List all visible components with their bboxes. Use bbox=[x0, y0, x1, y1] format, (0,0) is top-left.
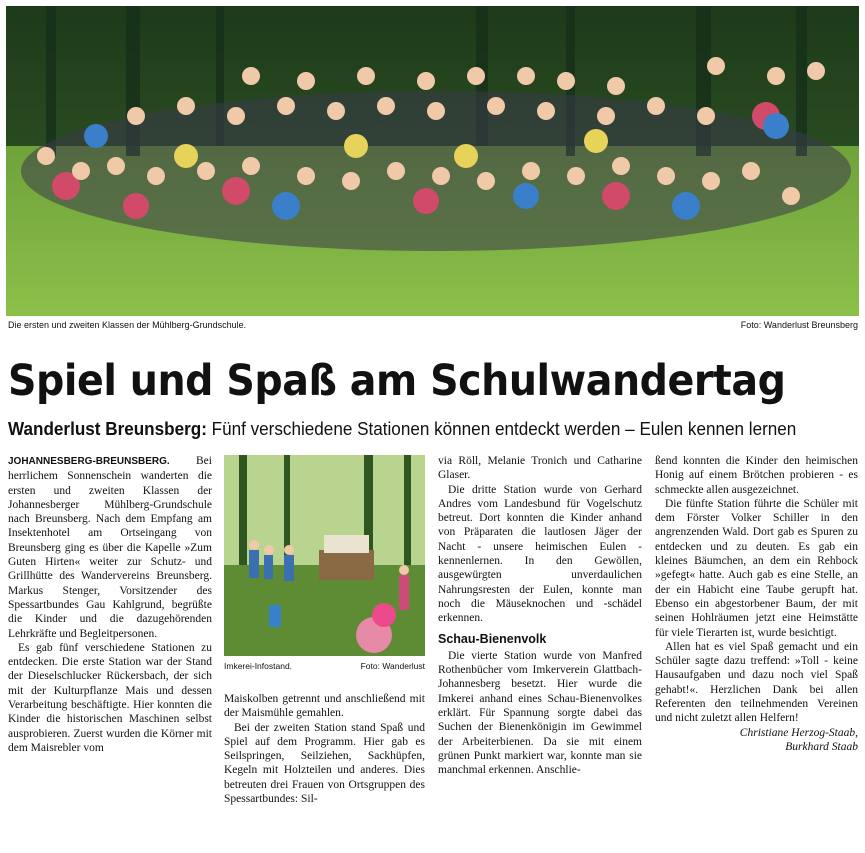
paragraph bbox=[8, 454, 212, 641]
paragraph: Die fünfte Station führte die Schüler mit dem Förster Volker Schiller in den angrenzenden Wald. Dort gab es Spuren zu entdecken und zu deuten. Es gab ein kleines Bäumchen, an dem ein Rehbock »gefegt« hatte. Auch gab es eine Stelle, an der ein Habicht eine Taube gerupft hat. Ebenso ein abgestorbener Baum, der mit seinen Hohlräumen jetzt eine Heimstätte für viele Tierarten ist, wurde besichtigt. bbox=[655, 497, 858, 639]
paragraph: Es gab fünf verschiedene Stationen zu entdecken. Die erste Station war der Stand der Dieselschlucker Rückersbach, der sich mit der Kulturpflanze Mais und dessen Verarbeitung beschäftigte. Hier konnten die Kinder die historischen Maschinen selbst ausprobieren. Zuerst wurden die Körner mit dem Maisrebler vom bbox=[8, 641, 212, 754]
inset-photo-caption bbox=[224, 661, 425, 675]
paragraph: Allen hat es viel Spaß gemacht und ein Schüler sagte dazu treffend: »Toll - keine Hausaufgaben und dazu noch viel Spaß gehabt!«. Herzlichen Dank bei allen Referenten den teilnehmenden Vereinen und nicht zuletzt allen Helfern! bbox=[655, 640, 858, 725]
main-photo-caption bbox=[8, 320, 858, 334]
article-column-1 bbox=[8, 454, 212, 755]
section-heading: Schau-Bienenvolk bbox=[438, 631, 547, 646]
photo-caption: Die ersten und zweiten Klassen der Mühlberg-Grundschule. bbox=[8, 320, 247, 330]
article-column-3 bbox=[438, 454, 642, 778]
photo-credit: Foto: Wanderlust bbox=[360, 661, 425, 671]
paragraph: Bei der zweiten Station stand Spaß und Spiel auf dem Programm. Hier gab es Seilspringen, Seilziehen, Sackhüpfen, Kegeln mit Holzteilen und anderes. Dies betreuten drei Frauen von Ortsgruppen des Spessartbundes: Sil- bbox=[224, 721, 425, 806]
subheadline bbox=[8, 419, 796, 440]
paragraph: Die vierte Station wurde von Manfred Rothenbücher vom Imkerverein Glattbach-Johannesberg besetzt. Hier wurde die Imkerei anhand eines Schau-Bienenvolkes erklärt. Für Spannung sorgte dabei das Suchen der Bienenkönigin im Gewimmel der Arbeiterbienen. Da sie mit einem grünen Punkt markiert war, konnte man sie manchmal erkennen. Anschlie- bbox=[438, 649, 642, 777]
paragraph: Die dritte Station wurde von Gerhard Andres vom Landesbund für Vogelschutz betreut. Dort konnten die Kinder anhand von Präparaten die lautlosen Jäger der Nacht - unsere heimischen Eulen - kennenlernen. In den Gewöllen, ausgewürgten unverdaulichen Nahrungsresten der Eulen, konnte man noch die Mäuseknochen und -schädel erkennen. bbox=[438, 483, 642, 625]
subhead-lead: Wanderlust Breunsberg: bbox=[8, 419, 207, 439]
dateline: JOHANNESBERG-BREUNSBERG. bbox=[8, 456, 170, 467]
group-photo bbox=[6, 6, 859, 316]
paragraph-text: Bei herrlichem Sonnenschein wanderten die ersten und zweiten Klassen der Johannesberger Mühlberg-Grundschule nach Breunsberg. Nach dem Empfang am Insektenhotel am Ortseingang von Breunsberg ging es über die Kapelle »Zum Guten Hirten« weiter zur Schutz- und Grillhütte des Wandervereins Breunsberg. Markus Stenger, Vorsitzender des Spessartbundes Gau Kahlgrund, begrüßte die Kinder und die dazugehörenden Lehrkräfte und Begleitpersonen. bbox=[8, 455, 212, 640]
author-line: Burkhard Staab bbox=[785, 740, 858, 753]
photo-credit: Foto: Wanderlust Breunsberg bbox=[740, 320, 858, 330]
paragraph: Maiskolben getrennt und anschließend mit der Maismühle gemahlen. bbox=[224, 693, 425, 720]
headline: Spiel und Spaß am Schulwandertag bbox=[8, 356, 786, 406]
subhead-text: Fünf verschiedene Stationen können entdeckt werden – Eulen kennen lernen bbox=[211, 419, 797, 439]
author-line: Christiane Herzog-Staab, bbox=[739, 726, 858, 739]
article-column-2 bbox=[224, 692, 425, 806]
photo-caption: Imkerei-Infostand. bbox=[224, 661, 293, 671]
paragraph: ßend konnten die Kinder den heimischen Honig auf einem Brötchen probieren - es schmeckte allen ausgezeichnet. bbox=[655, 455, 858, 496]
article-column-4 bbox=[655, 454, 858, 754]
inset-photo bbox=[224, 455, 425, 656]
paragraph: via Röll, Melanie Tronich und Catharine Glaser. bbox=[438, 455, 642, 482]
